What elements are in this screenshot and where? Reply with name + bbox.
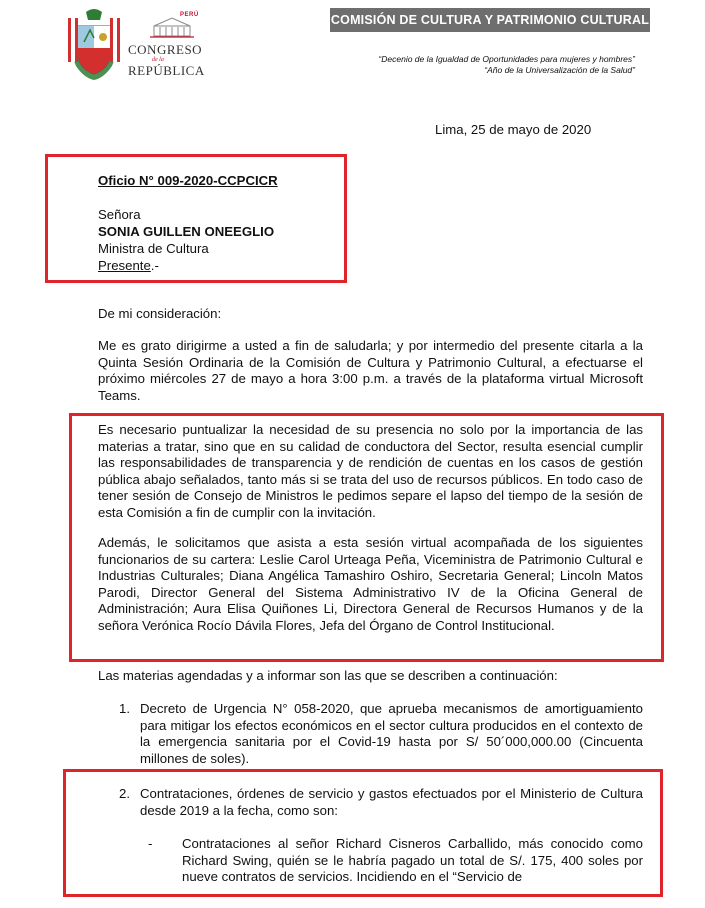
list-item: Decreto de Urgencia N° 058-2020, que aprueba mecanismos de amortiguamiento para mitigar los efectos económicos en el sector cultura producidos en el contexto de la emergencia sanitaria por el Covid-19 hasta por S/ 50´000,000.00 (Cincuenta millones de soles). [140,701,643,766]
recipient-title: Ministra de Cultura [98,241,209,256]
salutation: Señora [98,207,141,222]
logo-peru-label: PERÚ [180,12,199,18]
paragraph-presence: Es necesario puntualizar la necesidad de su presencia no solo por la importancia de las materias a tratar, sino que en su calidad de conductora del Sector, resulta esencial cumplir las responsabilidades de transparencia y de rendición de cuentas en los casos de gestión pública abajo señalados, tanto más si se trata del uso de recursos públicos. En todo caso de tener sesión de Consejo de Ministros le pedimos separe el lapso del tiempo de la sesión de esta Comisión a fin de cumplir con la invitación. [98,422,643,520]
recipient-name: SONIA GUILLEN ONEEGLIO [98,224,275,239]
highlight-box-addressee [45,154,347,283]
congress-building-icon [150,16,194,38]
paragraph-officials: Además, le solicitamos que asista a esta sesión virtual acompañada de los siguientes funcionarios de su cartera: Leslie Carol Urteaga Peña, Viceministra de Patrimonio Cultural e Industrias Culturales; Diana Angélica Tamashiro Oshiro, Secretaria General; Lincoln Matos Parodi, Director General del Sistema Administrativo IV de la Oficina General de Administración; Aura Elisa Quiñones Li, Directora General de Recursos Humanos y de la señora Verónica Rocío Dávila Flores, Jefa del Órgano de Control Institucional. [98,535,643,633]
list-item-number: 1. [119,701,130,716]
presente-word: Presente [98,258,151,273]
coat-of-arms-icon [66,8,122,84]
oficio-number: Oficio N° 009-2020-CCPCICR [98,173,278,188]
decenio-line-1: “Decenio de la Igualdad de Oportunidades para mujeres y hombres” [378,54,635,64]
sub-list-item: Contrataciones al señor Richard Cisneros Carballido, más conocido como Richard Swing, quién se le habría pagado un total de S/. 175, 400 soles por nueve contratos de servicios. Incidiendo en el “Servicio de [182,836,643,884]
sub-item-bullet: - [148,836,153,851]
logo-congreso-label: CONGRESO [128,42,203,57]
highlight-box-paragraphs [69,413,664,662]
commission-banner: COMISIÓN DE CULTURA Y PATRIMONIO CULTURAL [330,8,650,32]
letter-date: Lima, 25 de mayo de 2020 [435,122,592,137]
logo-republica-label: REPÚBLICA [128,63,205,78]
decenio-caption [335,54,635,76]
list-item-number: 2. [119,786,130,801]
list-item: Contrataciones, órdenes de servicio y gastos efectuados por el Ministerio de Cultura desde 2019 a la fecha, como son: [140,786,643,818]
consideration-line: De mi consideración: [98,306,222,321]
agenda-intro: Las materias agendadas y a informar son las que se describen a continuación: [98,668,558,683]
decenio-line-2: “Año de la Universalización de la Salud” [484,65,635,75]
logo-de-la-label: de la [152,57,164,63]
highlight-box-item-2 [63,769,663,897]
paragraph-invitation: Me es grato dirigirme a usted a fin de saludarla; y por intermedio del presente citarla a la Quinta Sesión Ordinaria de la Comisión de Cultura y Patrimonio Cultural, a efectuarse el próximo miércoles 27 de mayo a hora 3:00 p.m. a través de la plataforma virtual Microsoft Teams. [98,338,643,403]
presente-suffix: .- [150,258,159,273]
